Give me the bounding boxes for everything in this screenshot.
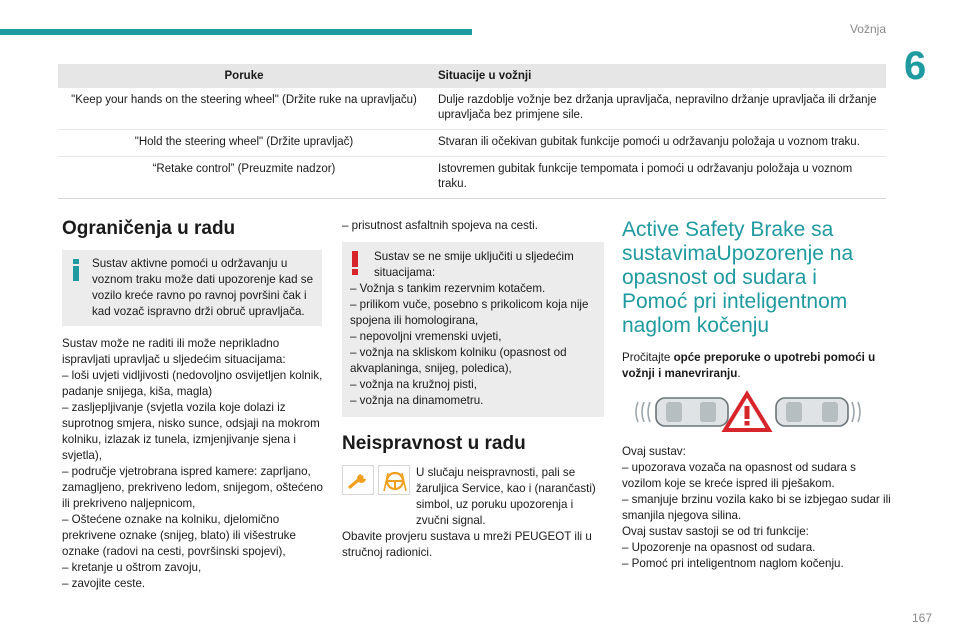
- info-text: Sustav aktivne pomoći u održavanju u voznom traku može dati upozorenje kad se vozilo kreće ravno po ravnoj površini čak i kad vozač ispravno drži obruč upravljača.: [92, 257, 314, 318]
- read-recommendations: [622, 350, 892, 382]
- message-cell: "Keep your hands on the steering wheel" (Držite ruke na upravljaču): [58, 88, 430, 130]
- column-header-messages: Poruke: [58, 64, 430, 88]
- info-box: [62, 250, 322, 326]
- warning-item: – vožnja na dinamometru.: [350, 394, 484, 407]
- situation-cell: Dulje razdoblje vožnje bez držanja upravljača, nepravilno držanje upravljača ili držanje upravljača bez primjene sile.: [430, 88, 886, 130]
- warning-item: – nepovoljni vremenski uvjeti,: [350, 330, 502, 343]
- warning-item: – vožnja na skliskom kolniku (opasnost od akvaplaninga, snijeg, poledica),: [350, 346, 567, 375]
- collision-warning-icon: [630, 390, 864, 434]
- fault-text-first: U slučaju neispravnosti, pali se žaruljica Service, kao i (narančasti) simbol, uz poruku upozorenja i zvučni signal.: [416, 466, 596, 527]
- warning-title: Sustav se ne smije uključiti u sljedećim situacijama:: [374, 250, 574, 279]
- active-safety-column: [622, 218, 892, 572]
- column-header-situations: Situacije u vožnji: [430, 64, 886, 88]
- list-item: – Pomoć pri inteligentnom naglom kočenju.: [622, 557, 844, 570]
- situation-cell: Stvaran ili očekivan gubitak funkcije pomoći u održavanju položaja u voznom traku.: [430, 130, 886, 157]
- wrench-icon: [342, 465, 374, 495]
- messages-table: [58, 64, 886, 199]
- read-prefix: Pročitajte: [622, 351, 674, 364]
- situation-cell: Istovremen gubitak funkcije tempomata i pomoći u održavanju položaja u voznom traku.: [430, 157, 886, 199]
- list-item: – područje vjetrobrana ispred kamere: zaprljano, zamagljeno, prekriveno ledom, snijegom, oštećeno ili prekriveno naljepnicom,: [62, 465, 324, 510]
- list-item: Sustav može ne raditi ili može neprikladno ispravljati upravljač u sljedećim situacijama:: [62, 337, 286, 366]
- message-cell: “Retake control” (Preuzmite nadzor): [58, 157, 430, 199]
- list-item: – zasljepljivanje (svjetla vozila koje dolazi iz suprotnog smjera, nisko sunce, odsjaji na mokrom kolniku, izlazak iz tunela, izmjenjivanje sjena i svjetla),: [62, 401, 320, 462]
- list-item: Ovaj sustav sastoji se od tri funkcije:: [622, 525, 809, 538]
- warning-item: – Vožnja s tankim rezervnim kotačem.: [350, 282, 546, 295]
- table-row: [58, 88, 886, 130]
- list-item: – upozorava vozača na opasnost od sudara s vozilom koje se kreće ispred ili pješakom.: [622, 461, 856, 490]
- list-item: – kretanje u oštrom zavoju,: [62, 561, 202, 574]
- middle-column: [342, 218, 606, 561]
- list-item: – prisutnost asfaltnih spojeva na cesti.: [342, 219, 538, 232]
- read-link-text: opće preporuke o upotrebi pomoći u vožnji i manevriranju: [622, 351, 876, 380]
- warning-item: – prilikom vuče, posebno s prikolicom koja nije spojena ili homologirana,: [350, 298, 589, 327]
- list-item: – Upozorenje na opasnost od sudara.: [622, 541, 816, 554]
- system-description: [622, 444, 892, 572]
- list-item: – Oštećene oznake na kolniku, djelomično prekrivene oznake (snijeg, blato) ili višestruke oznake (radovi na cesti, površinski spojevi),: [62, 513, 296, 558]
- chapter-number: 6: [904, 44, 927, 88]
- list-item: – smanjuje brzinu vozila kako bi se izbjegao sudar ili smanjila njegova silina.: [622, 493, 891, 522]
- header-accent-bar: [0, 29, 472, 35]
- fault-section: [342, 465, 606, 561]
- list-item: – zavojite ceste.: [62, 577, 146, 590]
- table-row: [58, 130, 886, 157]
- steering-lane-icon: [378, 465, 410, 495]
- fault-heading: Neispravnost u radu: [342, 433, 526, 454]
- read-suffix: .: [737, 367, 741, 380]
- info-icon: [70, 259, 82, 281]
- fault-icons: [342, 465, 414, 495]
- table-row: [58, 157, 886, 199]
- active-safety-heading: Active Safety Brake sa sustavimaUpozorenje na opasnost od sudara i Pomoć pri inteligentnom naglom kočenju: [622, 218, 854, 337]
- fault-text-second: Obavite provjeru sustava u mreži PEUGEOT ili u stručnoj radionici.: [342, 530, 592, 559]
- warning-icon: [351, 251, 359, 275]
- warning-box: [342, 242, 604, 417]
- list-item: Ovaj sustav:: [622, 445, 686, 458]
- section-title: Vožnja: [849, 22, 886, 36]
- list-item: – loši uvjeti vidljivosti (nedovoljno osvijetljen kolnik, padanje snijega, kiša, magla): [62, 369, 323, 398]
- message-cell: "Hold the steering wheel" (Držite upravljač): [58, 130, 430, 157]
- limits-column: [62, 218, 324, 592]
- limits-heading: Ograničenja u radu: [62, 218, 236, 239]
- page-number: 167: [911, 611, 932, 625]
- limits-list: [62, 336, 324, 592]
- warning-item: – vožnja na kružnoj pisti,: [350, 378, 477, 391]
